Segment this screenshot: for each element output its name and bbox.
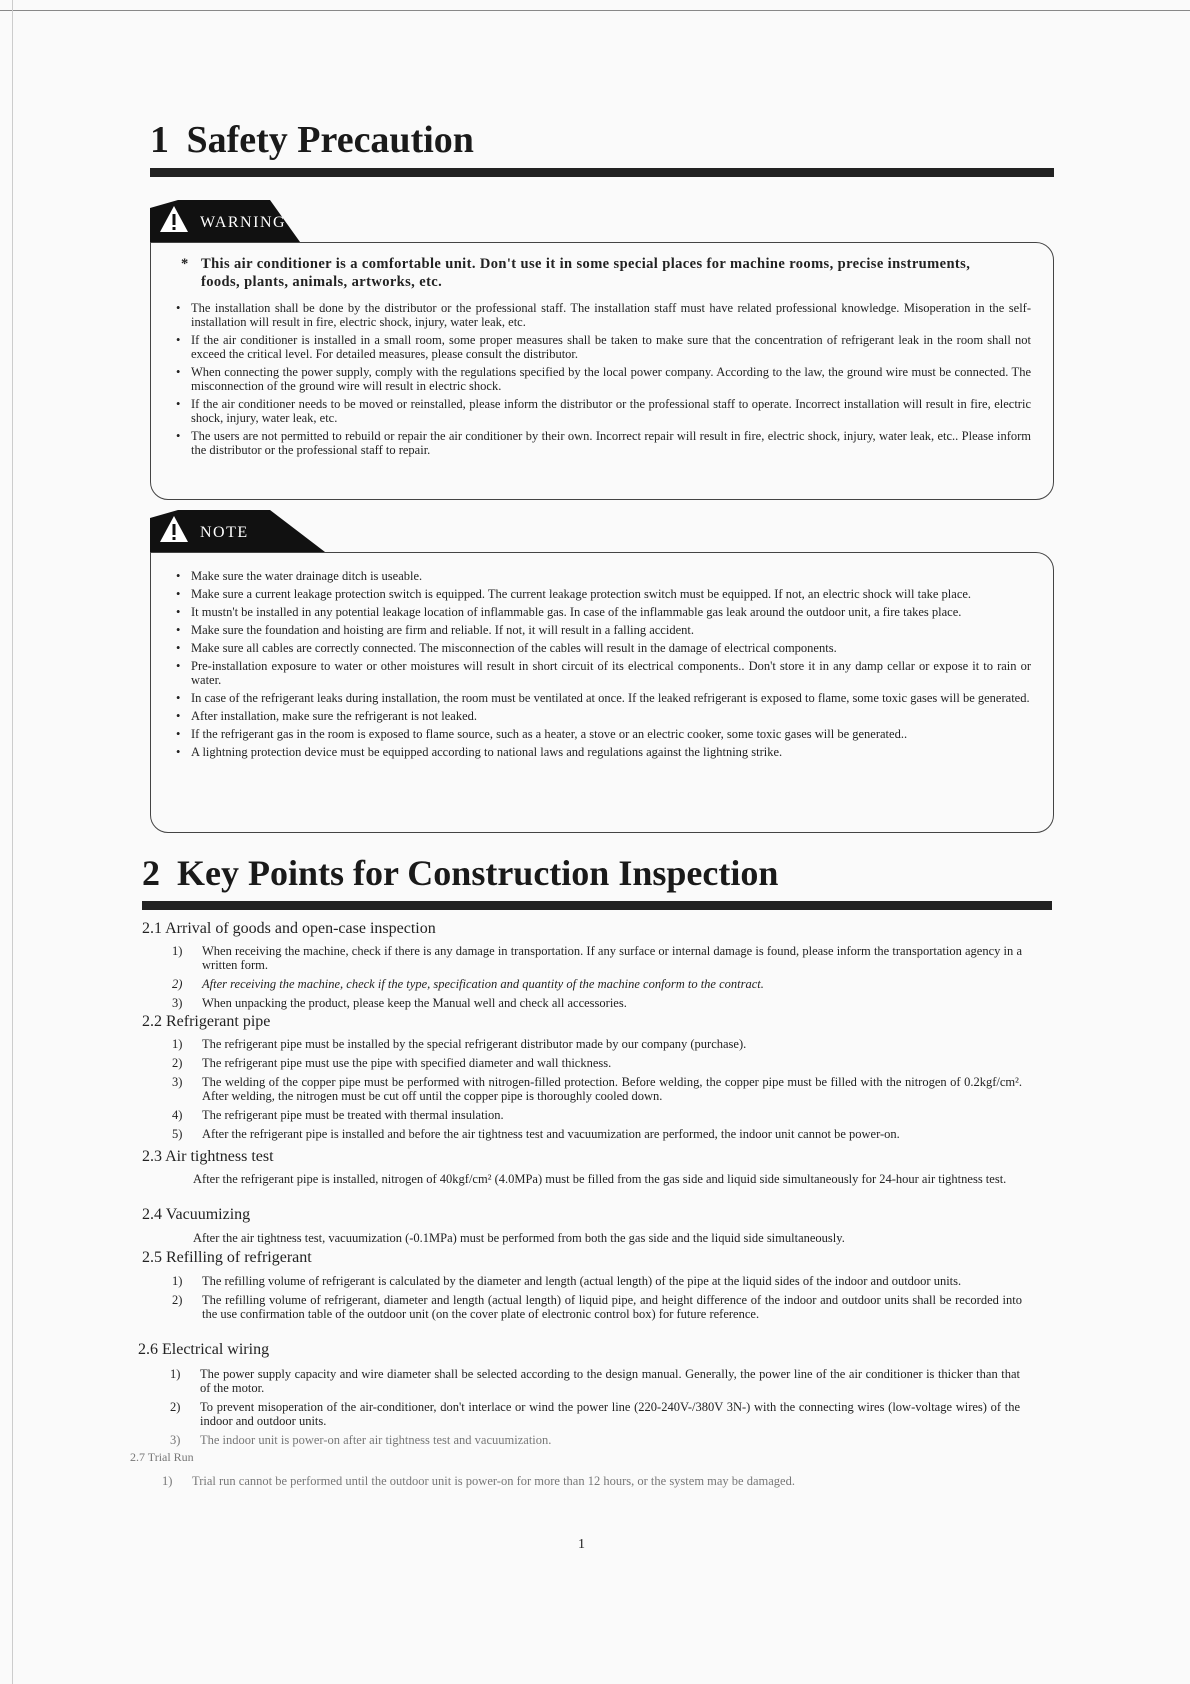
list-item [172,1108,1022,1122]
list-item: • The installation shall be done by the distributor or the professional staff. The installation staff must have related professional knowledge. Misoperation in the self-installation will result in fire, electric shock, injury, water leak, etc. [173,301,1031,329]
list-2-2 [172,1037,1022,1146]
list-item [170,1433,1020,1447]
list-item: • Make sure a current leakage protection switch is equipped. The current leakage protection switch must be equipped. If not, an electric shock will take place. [173,587,1031,601]
item-number: 3) [170,1433,181,1447]
section-1-number: 1 [150,119,169,161]
list-item: • If the air conditioner needs to be moved or reinstalled, please inform the distributor or the professional staff to operate. Incorrect installation will result in fire, electric shock, injury, water leak, etc. [173,397,1031,425]
item-text: The refilling volume of refrigerant, diameter and length (actual length) of liquid pipe, and height difference of the indoor and outdoor units shall be recorded into the use confirmation table of the outdoor unit (on the cover plate of electronic control box) for future reference. [202,1293,1022,1321]
item-number: 3) [172,996,183,1010]
list-item: • In case of the refrigerant leaks during installation, the room must be ventilated at once. If the leaked refrigerant is exposed to flame, some toxic gases will be generated. [173,691,1031,705]
warning-star-text: This air conditioner is a comfortable unit. Don't use it in some special places for machine rooms, precise instruments, foods, plants, animals, artworks, etc. [201,256,971,290]
subheading-2-4: 2.4 Vacuumizing [142,1206,251,1223]
item-text: The refilling volume of refrigerant is calculated by the diameter and length (actual length) of the pipe at the liquid sides of the indoor and outdoor units. [202,1274,962,1288]
item-text: The refrigerant pipe must use the pipe with specified diameter and wall thickness. [202,1056,612,1070]
item-text: The refrigerant pipe must be installed by the special refrigerant distributor made by our company (purchase). [202,1037,747,1051]
item-text: To prevent misoperation of the air-conditioner, don't interlace or wind the power line (220-240V-/380V 3N-) with the connecting wires (low-voltage wires) of the indoor and outdoor units. [200,1400,1020,1428]
item-number: 2) [172,977,183,991]
list-item: • After installation, make sure the refrigerant is not leaked. [173,709,1031,723]
item-text: The refrigerant pipe must be treated with thermal insulation. [202,1108,504,1122]
warning-tag [150,200,300,242]
list-item [172,1056,1022,1070]
list-item [170,1400,1020,1428]
list-item [172,1037,1022,1051]
list-item: • Make sure all cables are correctly connected. The misconnection of the cables will result in the damage of electrical components. [173,641,1031,655]
item-number: 1) [170,1367,181,1381]
item-text: The power supply capacity and wire diameter shall be selected according to the design manual. Generally, the power line of the air conditioner is thicker than that of the motor. [200,1367,1020,1395]
warning-box [150,242,1054,500]
subheading-2-5: 2.5 Refilling of refrigerant [142,1249,312,1266]
item-number: 1) [172,1037,183,1051]
list-2-5 [172,1274,1022,1326]
note-list [173,569,1031,759]
list-item: • Pre-installation exposure to water or other moistures will result in short circuit of its electrical components.. Don't store it in any damp cellar or expose it to rain or water. [173,659,1031,687]
list-2-1 [172,944,1022,1015]
list-item [172,1127,1022,1141]
section-2-rule [142,901,1052,910]
list-item [172,1274,1022,1288]
list-item: • If the refrigerant gas in the room is exposed to flame source, such as a heater, a stove or an electric cooker, some toxic gases will be generated.. [173,727,1031,741]
list-item [162,1474,1012,1488]
paragraph-2-3: After the refrigerant pipe is installed, nitrogen of 40kgf/cm² (4.0MPa) must be filled from the gas side and liquid side simultaneously for 24-hour air tightness test. [193,1172,1007,1186]
warning-star-line [181,255,1001,291]
page-edge [0,10,1190,11]
item-number: 1) [162,1474,173,1488]
item-text: Trial run cannot be performed until the outdoor unit is power-on for more than 12 hours, or the system may be damaged. [192,1474,795,1488]
item-text: After the refrigerant pipe is installed and before the air tightness test and vacuumization are performed, the indoor unit cannot be power-on. [202,1127,900,1141]
list-item [172,996,1022,1010]
list-2-6 [170,1367,1020,1452]
item-text: After receiving the machine, check if the type, specification and quantity of the machine conform to the contract. [202,977,764,991]
section-2-number: 2 [142,853,160,893]
list-item [172,944,1022,972]
list-item [172,1293,1022,1321]
section-2-text: Key Points for Construction Inspection [177,853,779,893]
list-item [172,1075,1022,1103]
item-number: 4) [172,1108,183,1122]
item-number: 2) [172,1056,183,1070]
warning-label: WARNING [200,214,287,231]
section-2-title [142,852,778,894]
list-item: • The users are not permitted to rebuild or repair the air conditioner by their own. Incorrect repair will result in fire, electric shock, injury, water leak, etc.. Please inform the distributor or the professional staff to repair. [173,429,1031,457]
item-number: 3) [172,1075,183,1089]
list-item: • It mustn't be installed in any potential leakage location of inflammable gas. In case of the inflammable gas leak around the outdoor unit, a fire takes place. [173,605,1031,619]
warning-list [173,301,1031,457]
page-edge-left [12,0,13,1684]
item-number: 1) [172,944,183,958]
item-text: When unpacking the product, please keep the Manual well and check all accessories. [202,996,627,1010]
paragraph-2-4: After the air tightness test, vacuumization (-0.1MPa) must be performed from both the gas side and the liquid side simultaneously. [193,1231,845,1245]
subheading-2-2: 2.2 Refrigerant pipe [142,1013,271,1030]
list-item: • Make sure the water drainage ditch is useable. [173,569,1031,583]
list-2-7 [162,1474,1012,1493]
list-item: • Make sure the foundation and hoisting are firm and reliable. If not, it will result in a falling accident. [173,623,1031,637]
item-text: The welding of the copper pipe must be performed with nitrogen-filled protection. Before welding, the copper pipe must be filled with the nitrogen of 0.2kgf/cm². After welding, the nitrogen must be cut off until the copper pipe is thoroughly cooled down. [202,1075,1022,1103]
list-item: • A lightning protection device must be equipped according to national laws and regulations against the lightning strike. [173,745,1031,759]
star-icon: * [181,256,189,272]
list-item: • If the air conditioner is installed in a small room, some proper measures shall be taken to make sure that the concentration of refrigerant leak in the room shall not exceed the critical level. For detailed measures, please consult the distributor. [173,333,1031,361]
note-label: NOTE [200,524,249,541]
section-1-text: Safety Precaution [186,119,474,161]
list-item [172,977,1022,991]
section-1-rule [150,168,1054,177]
subheading-2-3: 2.3 Air tightness test [142,1148,274,1165]
item-number: 2) [172,1293,183,1307]
note-tag [150,510,325,552]
subheading-2-6: 2.6 Electrical wiring [138,1341,270,1358]
note-box [150,552,1054,833]
subheading-2-1: 2.1 Arrival of goods and open-case inspection [142,920,436,937]
page-number: 1 [578,1537,585,1552]
item-text: The indoor unit is power-on after air tightness test and vacuumization. [200,1433,552,1447]
item-number: 2) [170,1400,181,1414]
list-item: • When connecting the power supply, comply with the regulations specified by the local power company. According to the law, the ground wire must be connected. The misconnection of the ground wire will result in electric shock. [173,365,1031,393]
section-1-title [150,118,474,162]
item-number: 1) [172,1274,183,1288]
item-number: 5) [172,1127,183,1141]
list-item [170,1367,1020,1395]
item-text: When receiving the machine, check if there is any damage in transportation. If any surface or internal damage is found, please inform the transportation agency in a written form. [202,944,1022,972]
subheading-2-7: 2.7 Trial Run [130,1450,194,1464]
